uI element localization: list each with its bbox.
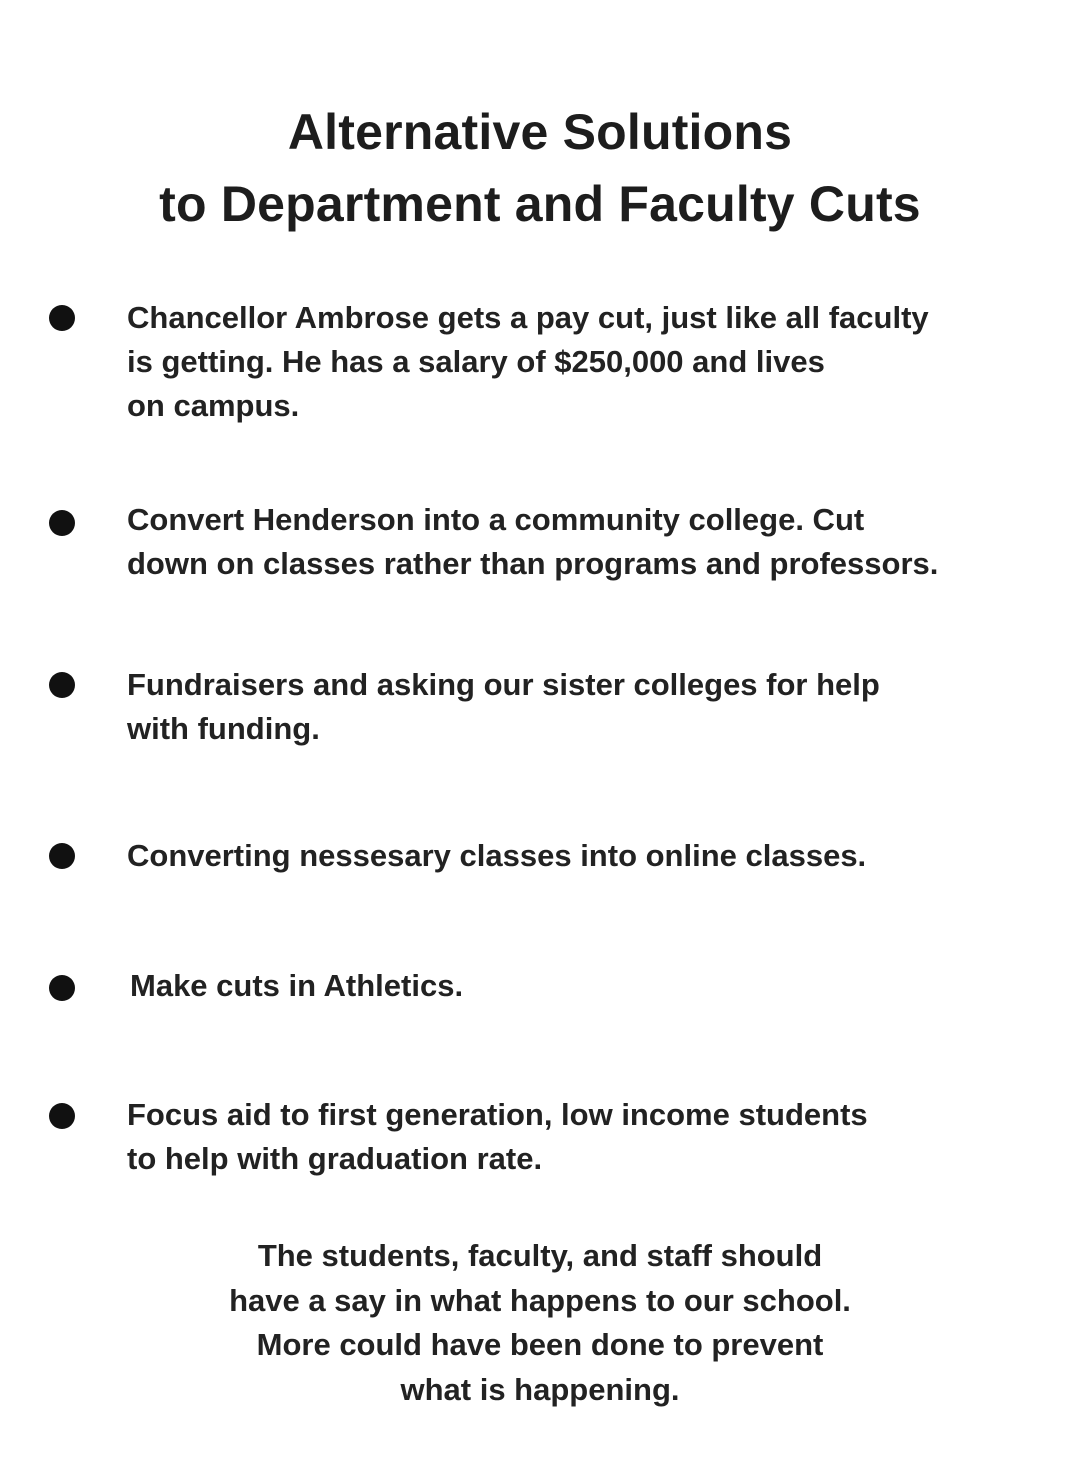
- list-item-text: Fundraisers and asking our sister colleges for help with funding.: [127, 667, 880, 746]
- list-item-text: Converting nessesary classes into online classes.: [127, 838, 867, 873]
- list-item-text: Focus aid to first generation, low income students to help with graduation rate.: [127, 1097, 868, 1176]
- title-line-1: Alternative Solutions: [287, 104, 793, 160]
- bullet-icon: [49, 672, 75, 698]
- bullet-icon: [49, 843, 75, 869]
- bullet-icon: [49, 1103, 75, 1129]
- list-item-text: Chancellor Ambrose gets a pay cut, just like all faculty is getting. He has a salary of $250,000 and lives on campus.: [127, 300, 929, 423]
- closing-statement: The students, faculty, and staff should have a say in what happens to our school. More could have been done to prevent what is happening.: [229, 1238, 851, 1407]
- list-item-text: Convert Henderson into a community college. Cut down on classes rather than programs and professors.: [127, 502, 939, 581]
- page-title: [0, 96, 1080, 240]
- bullet-icon: [49, 510, 75, 536]
- bullet-icon: [49, 305, 75, 331]
- list-item-text: Make cuts in Athletics.: [130, 968, 464, 1003]
- title-line-2: to Department and Faculty Cuts: [159, 176, 921, 232]
- bullet-icon: [49, 975, 75, 1001]
